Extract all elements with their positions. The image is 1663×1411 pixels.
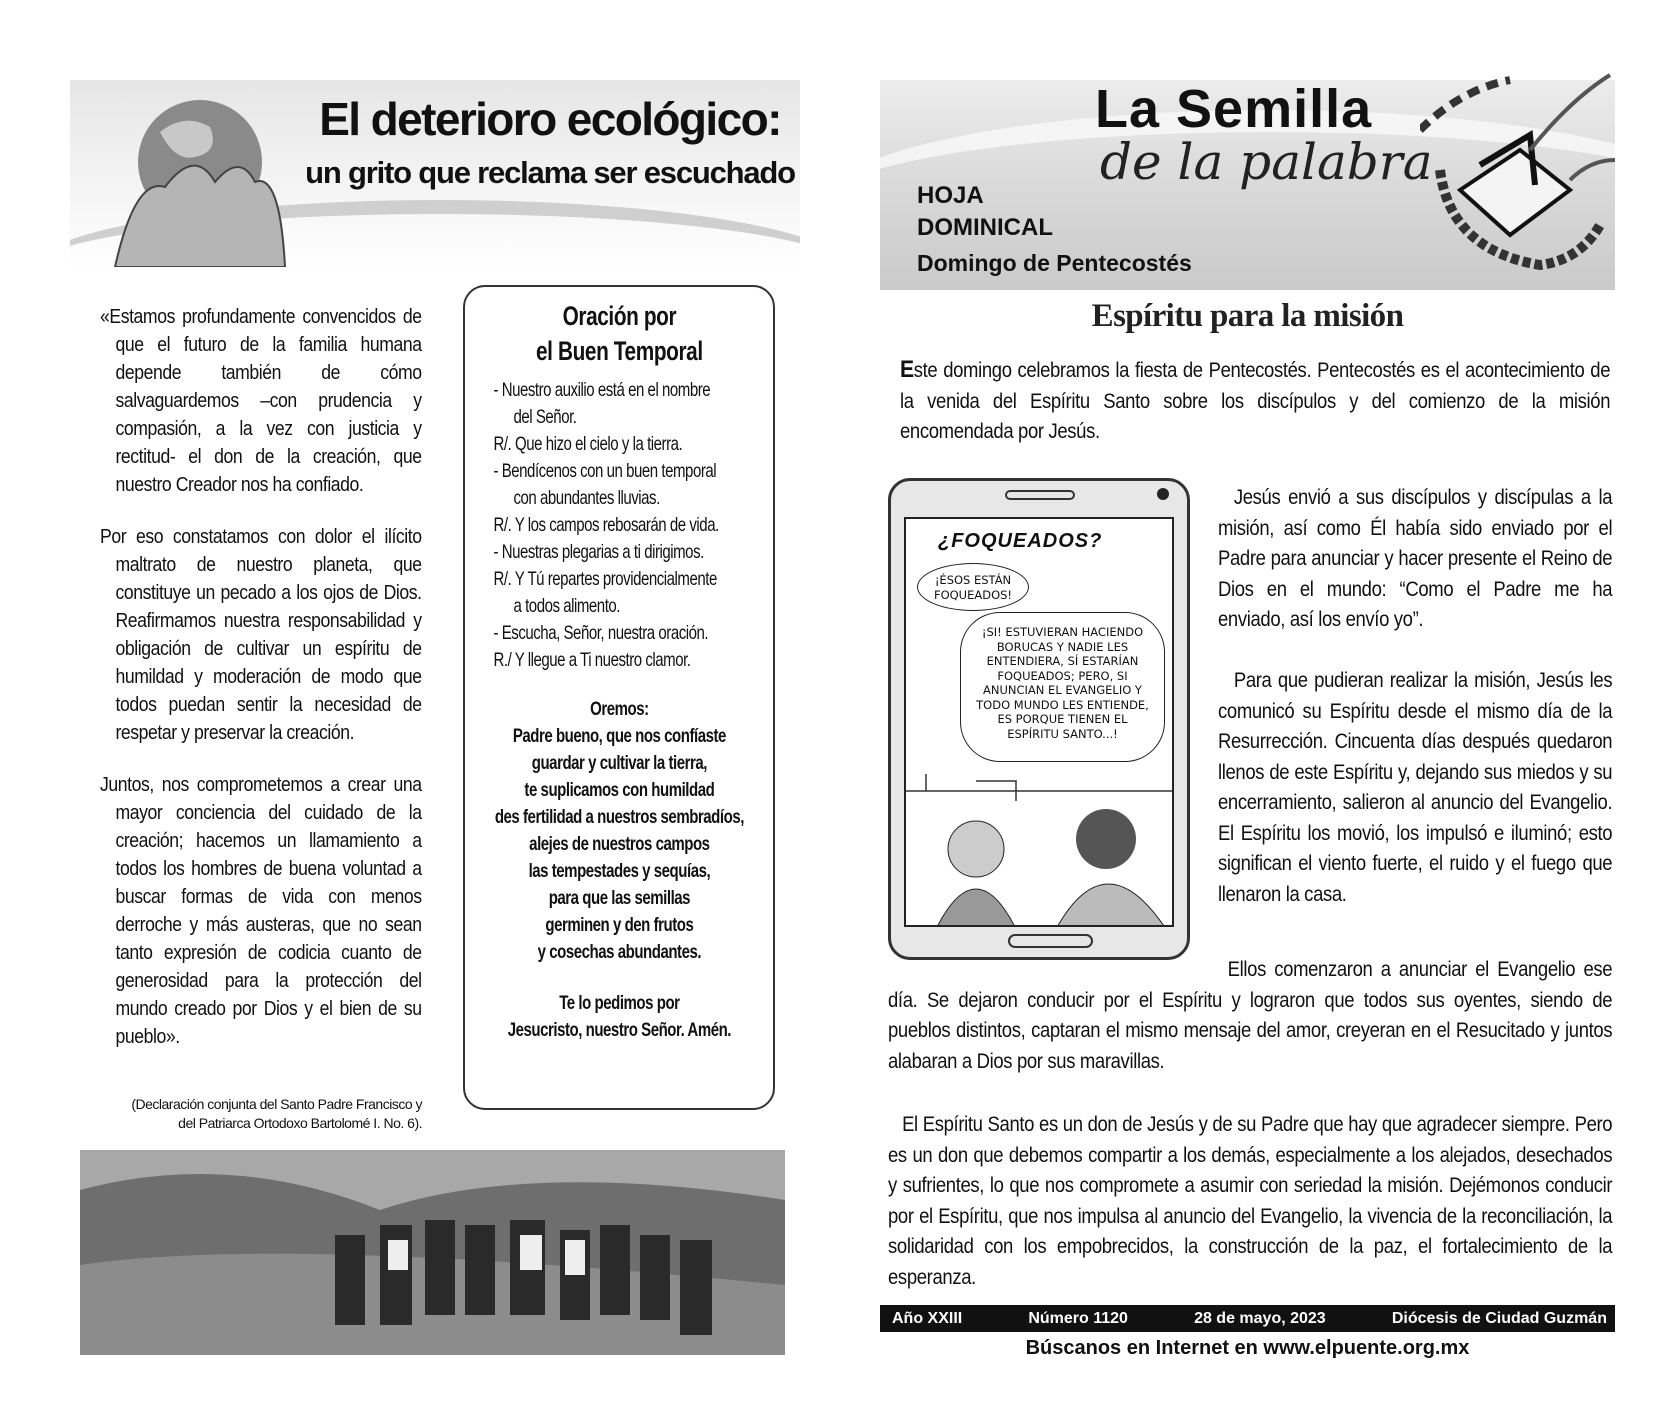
prayer-lines <box>475 377 764 674</box>
prayer-line: a todos alimento. <box>513 595 621 617</box>
phone-home-button <box>1008 934 1093 948</box>
issue-footer-bar <box>880 1305 1615 1332</box>
prayer-title <box>475 299 764 369</box>
oremos-line: des fertilidad a nuestros sembradíos, <box>494 806 744 828</box>
paragraph: Para que pudieran realizar la misión, Jesús les comunicó su Espíritu desde el mismo día de la Resurrección. Cincuenta días después quedaron llenos de este Espíritu y, dejando sus miedos y su encerramiento, salieron al anuncio del Evangelio. El Espíritu los movió, los impulsó e iluminó; esto significan el viento fuerte, el ruido y el fuego que llenaron la casa. <box>1218 669 1613 906</box>
diocese: Diócesis de Ciudad Guzmán <box>1391 1309 1607 1327</box>
phone-camera-icon <box>1157 488 1169 500</box>
year: Año XXIII <box>892 1309 963 1327</box>
prayer-title-line: el Buen Temporal <box>535 336 703 366</box>
left-subtitle: un grito que reclama ser escuchado <box>305 155 795 190</box>
oremos-line: Oremos: <box>590 698 649 720</box>
drop-cap: E <box>900 356 914 383</box>
oremos-block <box>475 696 764 966</box>
citation: (Declaración conjunta del Santo Padre Francisco y del Patriarca Ortodoxo Bartolomé I. No. 6). <box>131 1096 422 1131</box>
oremos-line: alejes de nuestros campos <box>529 833 710 855</box>
prayer-line: R/. Que hizo el cielo y la tierra. <box>493 433 683 455</box>
paragraph: El Espíritu Santo es un don de Jesús y de su Padre que hay que agradecer siempre. Pero es un don que debemos compartir a los demás, especialmente a los alejados, desechados y sufrientes, lo que nos compromete a asumir con seriedad la misión. Dejémonos conducir por el Espíritu, que nos impulsa al anuncio del Evangelio, la vivencia de la reconciliación, la solidaridad con los empobrecidos, la construcción de la paz, el fortalecimiento de la esperanza. <box>888 1113 1613 1289</box>
paragraph: Jesús envió a sus discípulos y discípulas a la misión, así como Él había sido enviado por el Padre para anunciar y hacer presente el Reino de Dios en el mundo: “Como el Padre me ha enviado, así los envío yo”. <box>1218 486 1613 631</box>
prayer-line: R/. Y los campos rebosarán de vida. <box>493 514 719 536</box>
speech-bubble: ¡ÉSOS ESTÁN FOQUEADOS! <box>917 563 1029 611</box>
intro-paragraph <box>900 355 1610 448</box>
paragraph: Juntos, nos comprometemos a crear una mayor conciencia del cuidado de la creación; hacemos un llamamiento a todos los hombres de buena voluntad a buscar formas de vida con menos derroche y más austeras, que no sean tanto expresión de codicia cuanto de generosidad para la protección del mundo creado por Dios y el bien de su pueblo». <box>100 773 422 1048</box>
issue-number: Número 1120 <box>1028 1309 1128 1327</box>
oremos-line: y cosechas abundantes. <box>537 941 702 963</box>
issue-date: 28 de mayo, 2023 <box>1194 1309 1326 1327</box>
hoja-dominical-label <box>917 180 1053 244</box>
prayer-line: R./ Y llegue a Ti nuestro clamor. <box>493 649 691 671</box>
oremos-line: guardar y cultivar la tierra, <box>531 752 707 774</box>
sunday-name: Domingo de Pentecostés <box>917 250 1192 276</box>
prayer-line: R/. Y Tú repartes providencialmente <box>493 568 717 590</box>
speech-bubble: ¡SI! ESTUVIERAN HACIENDO BORUCAS Y NADIE LES ENTENDIERA, SÍ ESTARÍAN FOQUEADOS; PERO, SI ANUNCIAN EL EVANGELIO Y TODO MUNDO LES ENTIENDE, ES PORQUE TIENEN EL ESPÍRITU SANTO...! <box>960 612 1165 762</box>
prayer-line: - Bendícenos con un buen temporal <box>493 460 717 482</box>
article-title: Espíritu para la misión <box>1091 298 1404 334</box>
oremos-line: Padre bueno, que nos confíaste <box>512 725 726 747</box>
closing-line: Te lo pedimos por <box>559 992 680 1014</box>
oremos-line: germinen y den frutos <box>545 914 694 936</box>
right-column-text <box>1218 483 1612 941</box>
closing-line: Jesucristo, nuestro Señor. Amén. <box>507 1019 732 1041</box>
prayer-line: del Señor. <box>513 406 577 428</box>
prayer-content <box>475 299 764 1044</box>
prayer-line: - Nuestro auxilio está en el nombre <box>493 379 711 401</box>
bible-wheat-emblem-icon <box>1420 70 1620 280</box>
prayer-title-line: Oración por <box>562 301 677 331</box>
masthead-title: La Semilla <box>1095 79 1373 139</box>
intro-text: ste domingo celebramos la fiesta de Pentecostés. Pentecostés es el acontecimiento de la venida del Espíritu Santo sobre los discípulos y del comienzo de la misión encomendada por Jesús. <box>900 359 1611 443</box>
hoja-label: HOJA <box>917 182 984 209</box>
dominical-label: DOMINICAL <box>917 214 1053 241</box>
prayer-line: con abundantes lluvias. <box>513 487 660 509</box>
oremos-line: para que las semillas <box>548 887 691 909</box>
left-title: El deterioro ecológico: <box>319 93 781 145</box>
paragraph: Ellos comenzaron a anunciar el Evangelio ese día. Se dejaron conducir por el Espíritu y lograron que todos sus oyentes, siendo de pueblos distintos, captaran el mismo mensaje del amor, creyeran en el Resucitado y juntos alabaran a Dios por sus maravillas. <box>888 958 1613 1073</box>
paragraph: «Estamos profundamente convencidos de que el futuro de la familia humana depende también de cómo salvaguardemos –con prudencia y compasión, a la vez con justicia y rectitud- el don de la creación, que nuestro Creador nos ha confiado. <box>100 305 422 496</box>
website-line: Búscanos en Internet en www.elpuente.org.mx <box>1025 1337 1470 1359</box>
cartoon-title: ¿FOQUEADOS? <box>938 530 1103 552</box>
oremos-line: te suplicamos con humildad <box>524 779 715 801</box>
prayer-box <box>463 285 775 1110</box>
prayer-line: - Nuestras plegarias a ti dirigimos. <box>493 541 704 563</box>
globe-hands-image <box>105 92 295 267</box>
phone-speaker-icon <box>1005 490 1075 500</box>
masthead-subtitle: de la palabra <box>1100 133 1433 191</box>
declaration-text <box>100 303 422 1075</box>
paragraph: Por eso constatamos con dolor el ilícito maltrato de nuestro planeta, que constituye un pecado a los ojos de Dios. Reafirmamos nuestra responsabilidad y obligación de cultivar un espíritu de humildad y moderación de modo que todos puedan sentir la necesidad de respetar y preservar la creación. <box>100 525 422 744</box>
prayer-line: - Escucha, Señor, nuestra oración. <box>493 622 709 644</box>
oremos-line: las tempestades y sequías, <box>528 860 711 882</box>
people-in-field-photo <box>80 1150 785 1355</box>
